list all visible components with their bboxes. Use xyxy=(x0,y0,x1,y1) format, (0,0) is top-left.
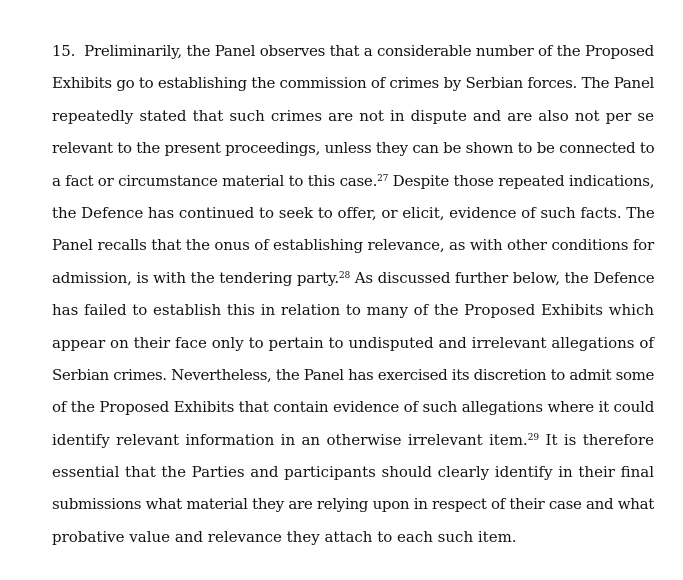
text-line xyxy=(52,197,654,229)
footnote-reference: 29 xyxy=(527,432,540,443)
line-text: Panel recalls that the onus of establishing relevance, as with other conditions for xyxy=(52,236,654,255)
line-text: the Defence has continued to seek to offer, or elicit, evidence of such facts. The xyxy=(52,203,655,222)
paragraph-15 xyxy=(52,35,654,553)
text-line xyxy=(52,262,654,294)
text-line xyxy=(52,294,654,326)
text-line xyxy=(52,424,654,456)
text-line xyxy=(52,100,654,132)
text-line xyxy=(52,132,654,164)
text-line xyxy=(52,35,654,67)
text-line xyxy=(52,229,654,261)
line-text: Serbian crimes. Nevertheless, the Panel has exercised its discretion to admit some xyxy=(52,365,655,384)
line-text: essential that the Parties and participants should clearly identify in their final xyxy=(52,463,654,482)
line-text: It is therefore xyxy=(539,430,654,449)
text-line xyxy=(52,456,654,488)
text-line xyxy=(52,359,654,391)
footnote-reference: 28 xyxy=(338,270,351,281)
footnote-reference: 27 xyxy=(377,173,389,184)
line-text: Exhibits go to establishing the commission of crimes by Serbian forces. The Panel xyxy=(52,74,655,93)
text-line xyxy=(52,165,654,197)
paragraph-number: 15. xyxy=(52,42,76,60)
line-text: relevant to the present proceedings, unless they can be shown to be connected to xyxy=(52,139,655,158)
line-text: identify relevant information in an otherwise irrelevant item. xyxy=(52,430,528,449)
line-text: repeatedly stated that such crimes are not in dispute and are also not per se xyxy=(52,106,654,125)
text-line xyxy=(52,521,654,553)
text-line xyxy=(52,488,654,520)
line-text: probative value and relevance they attach to each such item. xyxy=(52,527,517,546)
text-line xyxy=(52,391,654,423)
text-line xyxy=(52,67,654,99)
line-text: As discussed further below, the Defence xyxy=(350,268,655,287)
text-line xyxy=(52,327,654,359)
line-text: submissions what material they are relying upon in respect of their case and what xyxy=(52,495,654,514)
line-text: Preliminarily, the Panel observes that a considerable number of the Proposed xyxy=(84,42,654,60)
line-text: admission, is with the tendering party. xyxy=(52,268,339,287)
line-text: a fact or circumstance material to this case. xyxy=(52,171,378,190)
line-text: Despite those repeated indications, xyxy=(388,171,655,190)
line-text: of the Proposed Exhibits that contain evidence of such allegations where it could xyxy=(52,398,655,417)
line-text: appear on their face only to pertain to undisputed and irrelevant allegations of xyxy=(52,333,654,352)
line-text: has failed to establish this in relation to many of the Proposed Exhibits which xyxy=(52,301,654,320)
